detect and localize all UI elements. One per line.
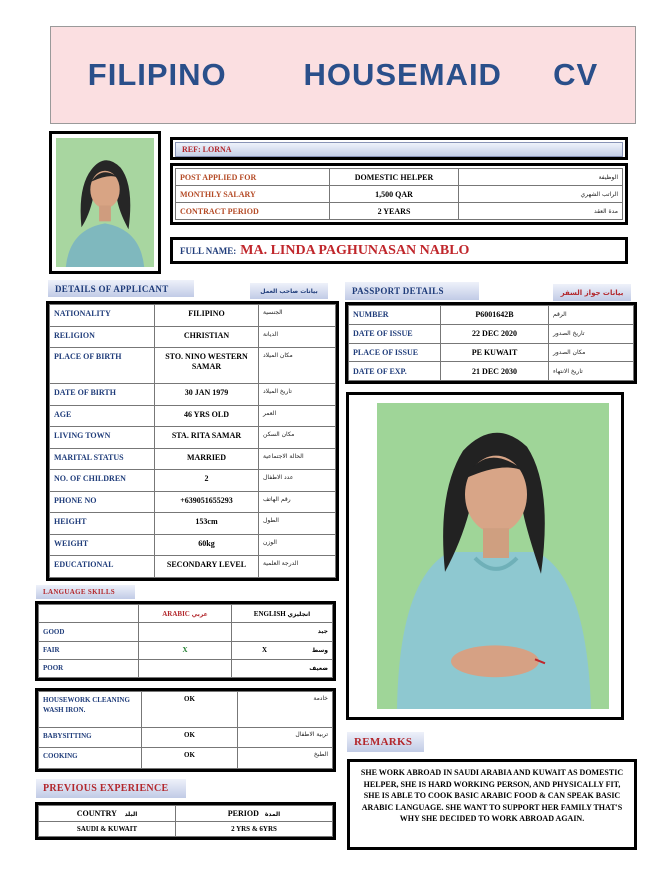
skill-label-arabic: تربية الاطفال [238, 727, 333, 748]
applicant-label: PLACE OF BIRTH [50, 348, 155, 384]
passport-header-arabic: بيانات جواز السفر [553, 284, 631, 301]
language-skills-box [35, 601, 336, 681]
skill-row [39, 727, 333, 748]
country-column-label: COUNTRY [76, 809, 117, 819]
english-level-cell [232, 659, 333, 677]
language-level-label-ar: جيد [317, 628, 328, 636]
remarks-header: REMARKS [347, 732, 424, 752]
applicant-label-arabic: الحالة الاجتماعية [259, 448, 336, 470]
passport-value: PE KUWAIT [441, 343, 549, 362]
skill-label: HOUSEWORK CLEANING WASH IRON. [39, 692, 142, 728]
applicant-value: 46 YRS OLD [155, 405, 259, 427]
skills-box [35, 688, 336, 772]
period-column-label-ar: المدة [264, 811, 281, 819]
english-level-cell [232, 641, 333, 659]
applicant-row [50, 556, 336, 578]
period-column-label: PERIOD [227, 809, 259, 819]
post-row [176, 186, 623, 203]
applicant-label: AGE [50, 405, 155, 427]
skill-row [39, 748, 333, 769]
applicant-label-arabic: رقم الهاتف [259, 491, 336, 513]
applicant-value: +639051655293 [155, 491, 259, 513]
arabic-column-label: ARABIC [162, 609, 190, 618]
applicant-row [50, 448, 336, 470]
arabic-column-header [139, 605, 232, 623]
applicant-label: EDUCATIONAL [50, 556, 155, 578]
applicant-label-arabic: الدرجة العلمية [259, 556, 336, 578]
applicant-details-box [46, 301, 339, 581]
applicant-row [50, 405, 336, 427]
passport-header: PASSPORT DETAILS [345, 282, 479, 300]
passport-value: P6001642B [441, 306, 549, 325]
applicant-label-arabic: الجنسية [259, 305, 336, 327]
skills-table [38, 691, 333, 769]
applicant-label-arabic: عدد الاطفال [259, 470, 336, 492]
portrait-photo-small [49, 131, 161, 274]
passport-label: PLACE OF ISSUE [349, 343, 441, 362]
experience-period: 2 YRS & 6YRS [176, 822, 333, 837]
passport-row [349, 362, 634, 381]
full-name-label: FULL NAME: [180, 245, 237, 256]
cv-title-banner [50, 26, 636, 124]
experience-country: SAUDI & KUWAIT [39, 822, 176, 837]
remarks-box [347, 759, 637, 850]
applicant-label-arabic: الديانة [259, 326, 336, 348]
english-level-cell [232, 623, 333, 641]
full-name-value: MA. LINDA PAGHUNASAN NABLO [240, 242, 470, 258]
post-row [176, 169, 623, 186]
applicant-details-table [49, 304, 336, 578]
applicant-label: HEIGHT [50, 513, 155, 535]
applicant-label: RELIGION [50, 326, 155, 348]
passport-label: DATE OF EXP. [349, 362, 441, 381]
skill-label-arabic: الطبخ [238, 748, 333, 769]
post-value: 2 YEARS [330, 203, 459, 220]
passport-row [349, 306, 634, 325]
ref-label: REF: LORNA [175, 142, 623, 157]
arabic-level-mark [139, 659, 232, 677]
skill-value: OK [142, 727, 238, 748]
skill-value: OK [142, 692, 238, 728]
post-label: CONTRACT PERIOD [176, 203, 330, 220]
remarks-text: SHE WORK ABROAD IN SAUDI ARABIA AND KUWAIT AS DOMESTIC HELPER, SHE IS HARD WORKING PERSON, AND PHYSICALLY FIT, SHE IS ABLE TO COOK BASIC ARABIC FOOD & CAN SPEAK BASIC ARABIC LANGUAGE. SHE WANT TO SUPPORT HER FAMILY THAT'S WHY SHE DECIDED TO WORK ABROAD AGAIN. [360, 768, 624, 823]
passport-label-arabic: مكان الصدور [549, 343, 634, 362]
post-label-arabic: الوظيفة [459, 169, 623, 186]
full-name-box [170, 237, 628, 264]
country-column-header [39, 806, 176, 822]
passport-row [349, 343, 634, 362]
applicant-value: CHRISTIAN [155, 326, 259, 348]
language-skills-table [38, 604, 333, 678]
english-column-label-ar: انجليزي [287, 610, 311, 618]
applicant-label-arabic: الطول [259, 513, 336, 535]
language-level-label-ar: ضعيف [309, 664, 328, 672]
applicant-value: FILIPINO [155, 305, 259, 327]
skill-label: BABYSITTING [39, 727, 142, 748]
language-row [39, 623, 333, 641]
arabic-column-label-ar: عربي [191, 610, 208, 618]
previous-experience-header: PREVIOUS EXPERIENCE [36, 779, 186, 798]
post-label: POST APPLIED FOR [176, 169, 330, 186]
skill-label-arabic: خادمة [238, 692, 333, 728]
applicant-label-arabic: العمر [259, 405, 336, 427]
skill-value: OK [142, 748, 238, 769]
english-level-mark: X [262, 646, 268, 655]
skill-row [39, 692, 333, 728]
applicant-label: PHONE NO [50, 491, 155, 513]
applicant-label: WEIGHT [50, 534, 155, 556]
passport-row [349, 324, 634, 343]
post-label-arabic: الراتب الشهري [459, 186, 623, 203]
applicant-value: STO. NINO WESTERN SAMAR [155, 348, 259, 384]
experience-table [38, 805, 333, 837]
applicant-header-arabic: بيانات صاحب العمل [250, 283, 328, 299]
applicant-value: 2 [155, 470, 259, 492]
passport-details-table [348, 305, 634, 381]
applicant-row [50, 427, 336, 449]
language-level-label-ar: وسط [311, 646, 328, 654]
passport-label-arabic: تاريخ الانتهاء [549, 362, 634, 381]
passport-value: 22 DEC 2020 [441, 324, 549, 343]
post-details-table [175, 168, 623, 220]
english-column-label: ENGLISH [253, 609, 286, 618]
passport-value: 21 DEC 2030 [441, 362, 549, 381]
country-column-label-ar: البلد [124, 811, 138, 819]
experience-box [35, 802, 336, 840]
post-label: MONTHLY SALARY [176, 186, 330, 203]
applicant-row [50, 348, 336, 384]
passport-label-arabic: تاريخ الصدور [549, 324, 634, 343]
portrait-photo-large [346, 392, 624, 720]
language-row [39, 659, 333, 677]
passport-label: DATE OF ISSUE [349, 324, 441, 343]
applicant-value: 153cm [155, 513, 259, 535]
post-row [176, 203, 623, 220]
applicant-label-arabic: مكان الميلاد [259, 348, 336, 384]
applicant-label: LIVING TOWN [50, 427, 155, 449]
applicant-label-arabic: تاريخ الميلاد [259, 384, 336, 406]
language-corner-cell [39, 605, 139, 623]
ref-box [170, 137, 628, 160]
applicant-row [50, 491, 336, 513]
post-label-arabic: مدة العقد [459, 203, 623, 220]
post-value: DOMESTIC HELPER [330, 169, 459, 186]
period-column-header [176, 806, 333, 822]
arabic-level-mark [139, 623, 232, 641]
applicant-value: 30 JAN 1979 [155, 384, 259, 406]
applicant-value: SECONDARY LEVEL [155, 556, 259, 578]
experience-row [39, 822, 333, 837]
applicant-row [50, 326, 336, 348]
cv-title: FILIPINO HOUSEMAID CV [87, 57, 599, 92]
applicant-label: NATIONALITY [50, 305, 155, 327]
applicant-row [50, 384, 336, 406]
applicant-label: MARITAL STATUS [50, 448, 155, 470]
applicant-label: NO. OF CHILDREN [50, 470, 155, 492]
applicant-header: DETAILS OF APPLICANT [48, 280, 194, 297]
post-details-box [170, 163, 628, 225]
applicant-row [50, 305, 336, 327]
applicant-value: 60kg [155, 534, 259, 556]
passport-label: NUMBER [349, 306, 441, 325]
applicant-row [50, 513, 336, 535]
post-value: 1,500 QAR [330, 186, 459, 203]
language-level-label: POOR [39, 659, 139, 677]
applicant-value: MARRIED [155, 448, 259, 470]
english-column-header [232, 605, 333, 623]
language-skills-header: LANGUAGE SKILLS [36, 585, 135, 599]
language-row [39, 641, 333, 659]
passport-details-box [345, 302, 637, 384]
applicant-value: STA. RITA SAMAR [155, 427, 259, 449]
passport-label-arabic: الرقم [549, 306, 634, 325]
skill-label: COOKING [39, 748, 142, 769]
applicant-label: DATE OF BIRTH [50, 384, 155, 406]
applicant-label-arabic: مكان السكن [259, 427, 336, 449]
language-level-label: FAIR [39, 641, 139, 659]
arabic-level-mark: X [139, 641, 232, 659]
applicant-row [50, 534, 336, 556]
language-level-label: GOOD [39, 623, 139, 641]
applicant-row [50, 470, 336, 492]
applicant-label-arabic: الوزن [259, 534, 336, 556]
